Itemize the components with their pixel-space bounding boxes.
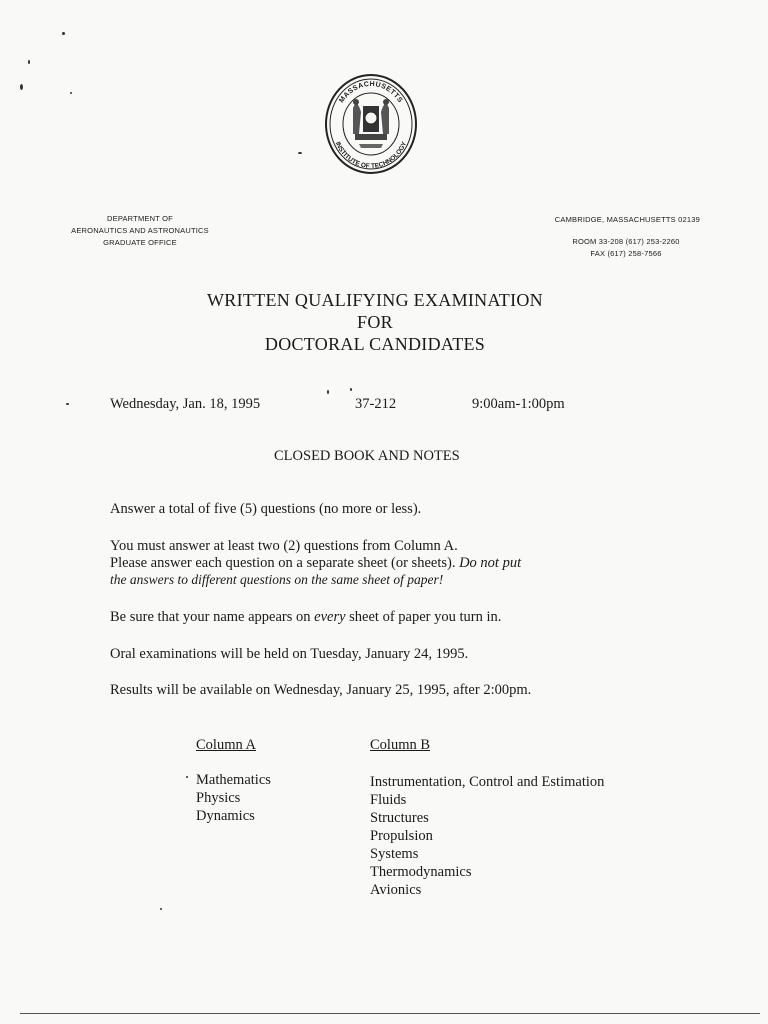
exam-time: 9:00am-1:00pm [472,396,565,412]
separate-sheet-text: Please answer each question on a separate sheet (or sheets). [110,555,456,571]
scan-speck [160,908,162,910]
exam-date: Wednesday, Jan. 18, 1995 [110,396,261,412]
contact-block [556,236,696,260]
scan-speck [186,776,188,778]
name-text-italic: every [314,609,346,625]
dept-line-1: DEPARTMENT OF [107,214,173,223]
list-item: Avionics [370,882,422,898]
list-item: Physics [196,790,241,806]
list-item: Mathematics [196,772,271,788]
column-a-list [196,771,271,825]
title-line-1: WRITTEN QUALIFYING EXAMINATION [207,290,543,310]
title-line-2: FOR [357,312,393,332]
scan-speck [66,403,69,405]
list-item: Systems [370,846,419,862]
scan-speck [70,92,72,94]
scan-speck [62,32,65,35]
department-letterhead [70,213,210,249]
dept-line-3: GRADUATE OFFICE [103,238,177,247]
svg-text:INSTITUTE OF TECHNOLOGY: INSTITUTE OF TECHNOLOGY [333,140,409,171]
address-line: CAMBRIDGE, MASSACHUSETTS 02139 [554,215,700,224]
name-text-before: Be sure that your name appears on [110,609,315,625]
list-item: Dynamics [196,808,255,824]
scan-speck [327,390,329,394]
instruction-total-questions: Answer a total of five (5) questions (no more or less). [110,501,422,517]
instruction-separate-sheet [110,555,521,572]
column-b-list [370,773,604,899]
column-b-header: Column B [370,737,431,753]
scan-speck [28,60,30,64]
instruction-oral-exam: Oral examinations will be held on Tuesday, January 24, 1995. [110,646,469,662]
room-phone: ROOM 33-208 (617) 253-2260 [572,237,680,246]
separate-sheet-italic: Do not put [459,555,522,571]
svg-text:MASSACHUSETTS: MASSACHUSETTS [338,80,404,105]
instruction-results: Results will be available on Wednesday, January 25, 1995, after 2:00pm. [110,682,532,698]
scan-speck [20,84,23,90]
instruction-name [110,609,501,626]
dept-line-2: AERONAUTICS AND ASTRONAUTICS [71,226,209,235]
mit-seal [323,72,419,176]
fax-number: FAX (617) 258-7566 [590,249,662,258]
exam-room: 37-212 [355,396,397,412]
title-line-3: DOCTORAL CANDIDATES [264,334,486,354]
list-item: Propulsion [370,828,433,844]
scan-speck [350,388,352,391]
list-item: Structures [370,810,429,826]
closed-book-notice: CLOSED BOOK AND NOTES [274,448,460,464]
list-item: Thermodynamics [370,864,472,880]
list-item: Fluids [370,792,407,808]
list-item: Instrumentation, Control and Estimation [370,774,605,790]
bottom-rule [20,1013,760,1014]
name-text-after: sheet of paper you turn in. [345,609,502,625]
separate-sheet-italic-cont: the answers to different questions on the same sheet of paper! [110,572,444,587]
instruction-column-a: You must answer at least two (2) questions from Column A. [110,538,458,554]
column-a-header: Column A [196,737,257,753]
scan-speck [298,152,302,154]
